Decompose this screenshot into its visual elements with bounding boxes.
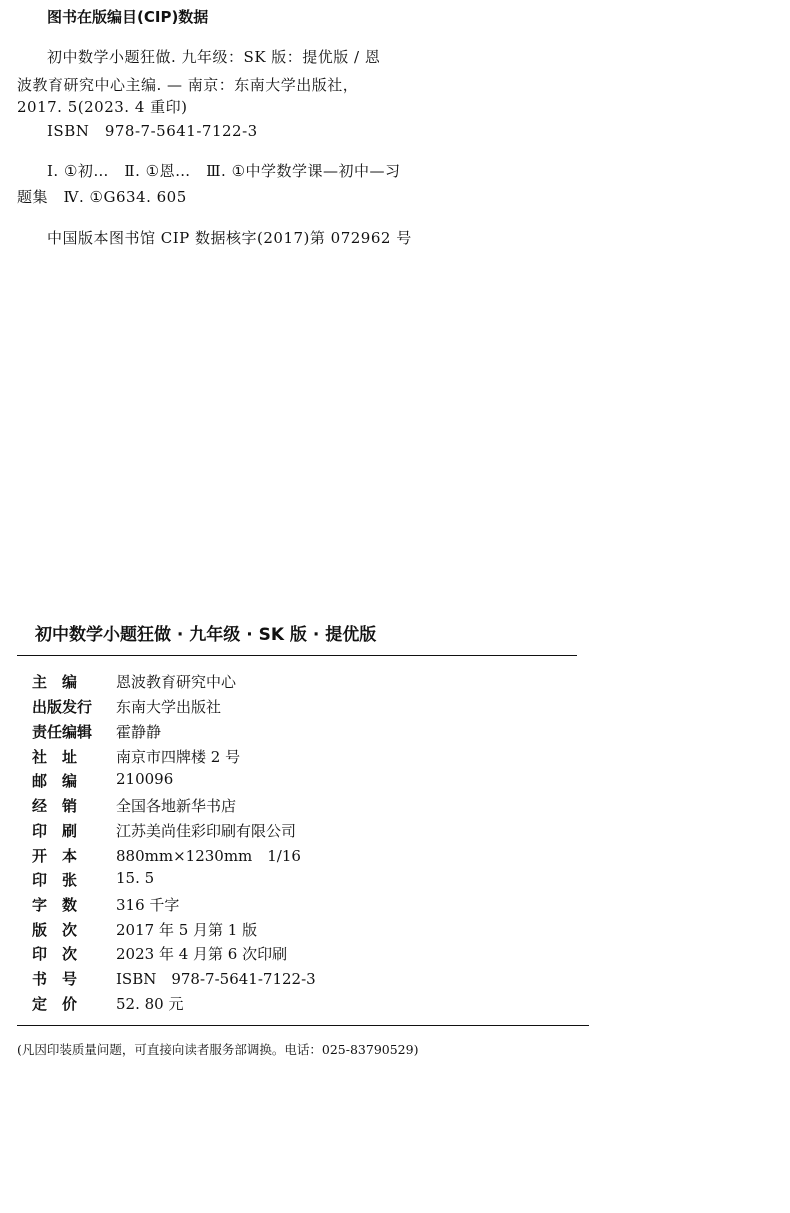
cip-heading: 图书在版编目(CIP)数据 [47, 8, 209, 26]
metadata-label: 版 次 [32, 921, 78, 939]
book-title: 初中数学小题狂做 · 九年级 · SK 版 · 提优版 [35, 625, 377, 645]
metadata-value: 880mm×1230mm 1/16 [116, 847, 301, 865]
cip-line: 波教育研究中心主编. — 南京：东南大学出版社， [17, 76, 359, 94]
metadata-label: 责任编辑 [32, 723, 93, 741]
bottom-rule [17, 1025, 589, 1026]
cip-line: ISBN 978-7-5641-7122-3 [47, 122, 258, 140]
cip-line: 2017. 5(2023. 4 重印) [17, 98, 188, 116]
metadata-label: 印 次 [32, 945, 78, 963]
footer-note: (凡因印装质量问题，可直接向读者服务部调换。电话：025-83790529) [17, 1042, 419, 1057]
metadata-value: 霍静静 [116, 723, 162, 741]
metadata-value: 全国各地新华书店 [116, 797, 237, 815]
metadata-value: 南京市四牌楼 2 号 [116, 748, 241, 766]
metadata-value: 东南大学出版社 [116, 698, 222, 716]
metadata-value: ISBN 978-7-5641-7122-3 [116, 970, 316, 988]
cip-line: 题集 Ⅳ. ①G634. 605 [17, 188, 187, 206]
title-rule [17, 655, 577, 656]
metadata-label: 邮 编 [32, 772, 78, 790]
metadata-value: 210096 [116, 770, 174, 788]
metadata-label: 印 张 [32, 871, 78, 889]
metadata-label: 书 号 [32, 970, 78, 988]
metadata-value: 316 千字 [116, 896, 180, 914]
cip-line: 中国版本图书馆 CIP 数据核字(2017)第 072962 号 [47, 229, 412, 247]
metadata-label: 印 刷 [32, 822, 78, 840]
metadata-value: 2017 年 5 月第 1 版 [116, 921, 258, 939]
cip-line: Ⅰ. ①初… Ⅱ. ①恩… Ⅲ. ①中学数学课—初中—习 [47, 162, 401, 180]
metadata-label: 开 本 [32, 847, 78, 865]
metadata-label: 出版发行 [32, 698, 93, 716]
metadata-label: 社 址 [32, 748, 78, 766]
metadata-value: 52. 80 元 [116, 995, 184, 1013]
metadata-value: 2023 年 4 月第 6 次印刷 [116, 945, 288, 963]
metadata-label: 主 编 [32, 673, 78, 691]
metadata-label: 字 数 [32, 896, 78, 914]
cip-line: 初中数学小题狂做. 九年级：SK 版：提优版 / 恩 [47, 48, 381, 66]
metadata-value: 15. 5 [116, 869, 155, 887]
metadata-label: 经 销 [32, 797, 78, 815]
metadata-value: 江苏美尚佳彩印刷有限公司 [116, 822, 297, 840]
metadata-value: 恩波教育研究中心 [116, 673, 237, 691]
metadata-label: 定 价 [32, 995, 78, 1013]
